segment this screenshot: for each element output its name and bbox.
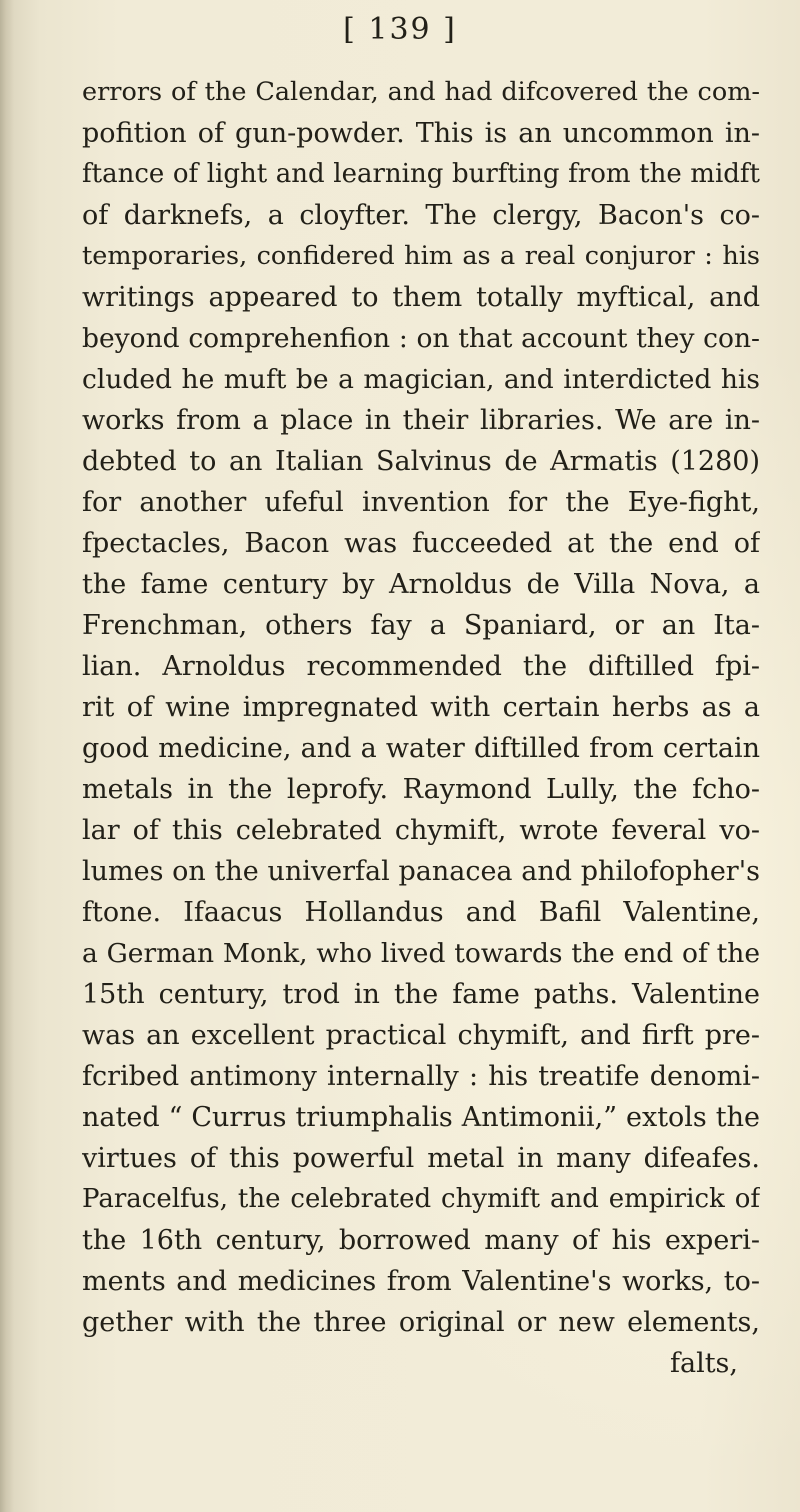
page-number: [ 139 ] <box>343 12 457 47</box>
text-line: fpectacles, Bacon was fucceeded at the end of <box>82 528 760 559</box>
text-line: the 16th century, borrowed many of his experi- <box>82 1225 760 1256</box>
text-line: virtues of this powerful metal in many difeafes. <box>82 1143 760 1174</box>
text-line: ftance of light and learning burfting from the midft <box>82 159 760 189</box>
text-line: beyond comprehenfion : on that account they con- <box>82 323 760 354</box>
text-line: works from a place in their libraries. We are in- <box>82 405 760 436</box>
text-line: fcribed antimony internally : his treatife denomi- <box>82 1061 760 1092</box>
text-line: lian. Arnoldus recommended the diftilled fpi- <box>82 651 760 682</box>
text-line: temporaries, confidered him as a real conjuror : his <box>82 241 760 271</box>
text-line: was an excellent practical chymift, and firft pre- <box>82 1020 760 1051</box>
text-line: ments and medicines from Valentine's works, to- <box>82 1266 760 1297</box>
text-line: cluded he muft be a magician, and interdicted his <box>82 364 760 395</box>
text-line: writings appeared to them totally myftical, and <box>82 282 760 313</box>
text-line: of darknefs, a cloyfter. The clergy, Bacon's co- <box>82 200 760 231</box>
text-line: lar of this celebrated chymift, wrote feveral vo- <box>82 815 760 846</box>
text-line: the fame century by Arnoldus de Villa Nova, a <box>82 569 760 600</box>
body-text <box>82 72 760 1384</box>
text-line: nated “ Currus triumphalis Antimonii,” extols the <box>82 1102 760 1133</box>
catchword: falts, <box>669 1348 738 1379</box>
page-gutter-shadow <box>0 0 14 1512</box>
text-line: good medicine, and a water diftilled from certain <box>82 733 760 764</box>
text-line: pofition of gun-powder. This is an uncommon in- <box>82 118 760 149</box>
text-line: Paracelfus, the celebrated chymift and empirick of <box>82 1184 760 1214</box>
text-line: lumes on the univerfal panacea and philofopher's <box>82 856 760 887</box>
text-line: a German Monk, who lived towards the end of the <box>82 938 760 969</box>
text-line: errors of the Calendar, and had difcovered the com- <box>82 77 760 107</box>
text-line: rit of wine impregnated with certain herbs as a <box>82 692 760 723</box>
text-line: debted to an Italian Salvinus de Armatis (1280) <box>82 446 760 477</box>
text-line: metals in the leprofy. Raymond Lully, the fcho- <box>82 774 760 805</box>
text-line: Frenchman, others fay a Spaniard, or an Ita- <box>82 610 760 641</box>
text-line: ftone. Ifaacus Hollandus and Bafil Valentine, <box>82 897 760 928</box>
text-line: for another ufeful invention for the Eye-fight, <box>82 487 760 518</box>
text-line: 15th century, trod in the fame paths. Valentine <box>82 979 760 1010</box>
text-line: gether with the three original or new elements, <box>82 1307 760 1338</box>
